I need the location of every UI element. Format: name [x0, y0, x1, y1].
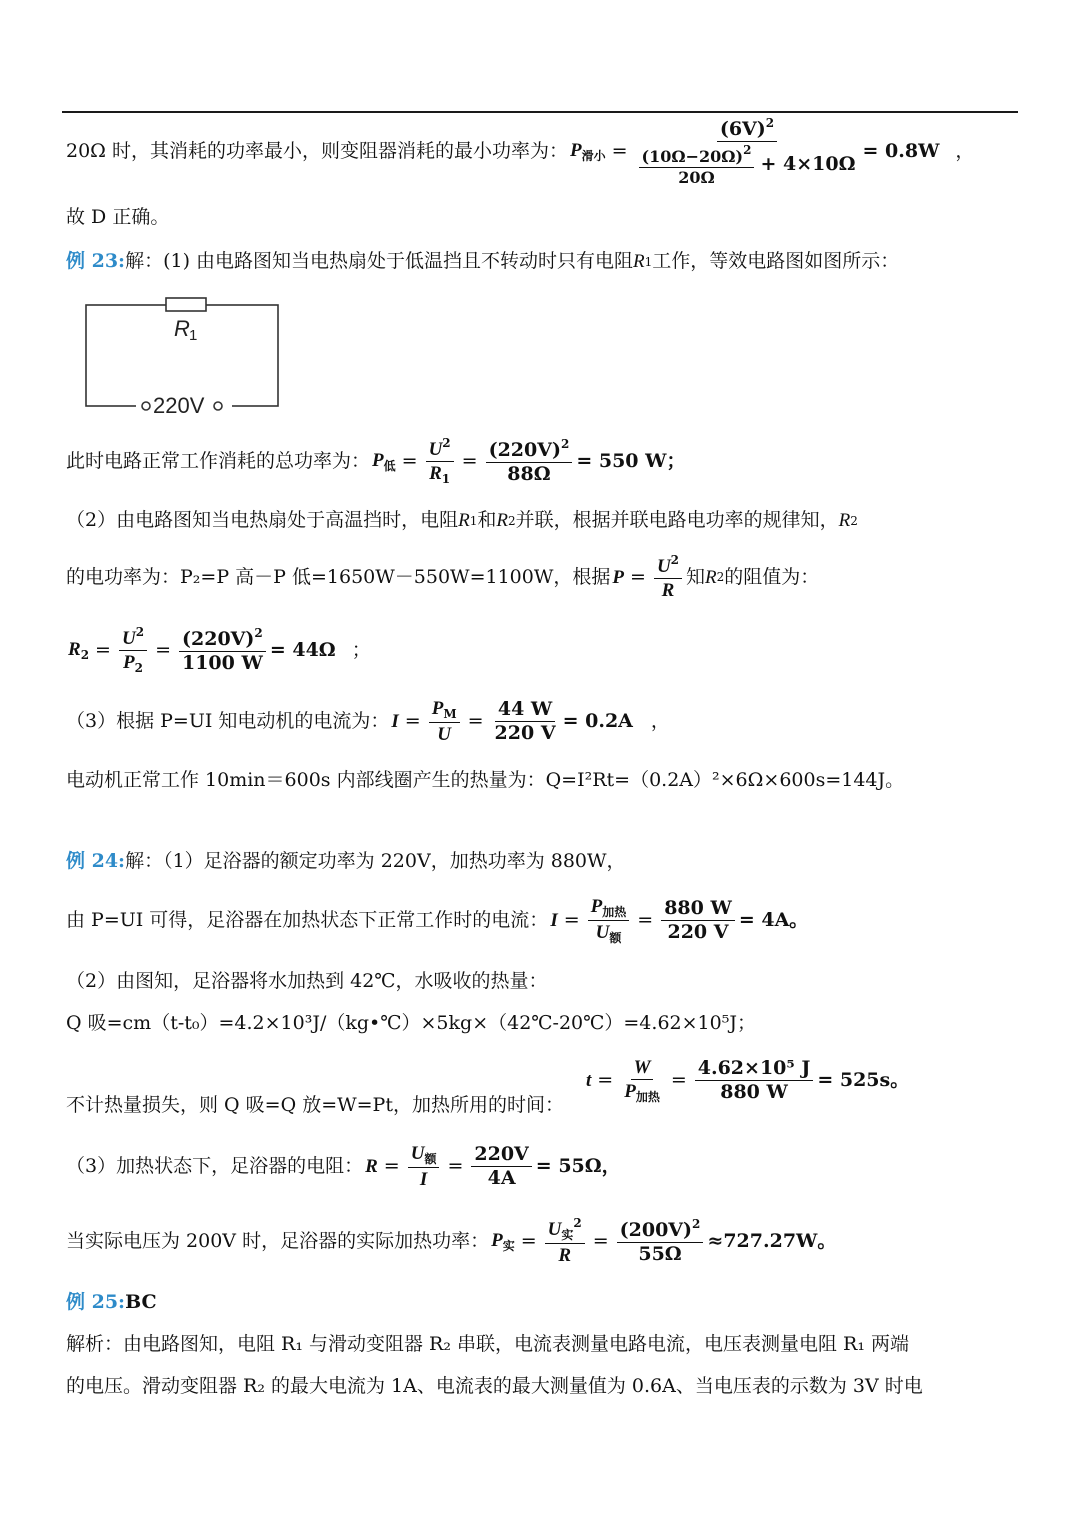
resistor-sub: 1 [189, 327, 198, 344]
ex24-part2-line3: 不计热量损失，则 Q 吸=Q 放=W=Pt，加热所用的时间： [66, 1094, 564, 1116]
conclusion-d: 故 D 正确。 [66, 206, 170, 228]
ex23-part2-line2: 的电功率为： P₂=P 高－P 低=1650W－550W=1100W ，根据 P = $\frac{U^2}{R}$ 知 R 2 的阻值为： [66, 553, 820, 601]
ex24-heat-absorbed: Q 吸=cm（t-t₀）=4.2×10³J/（kg•℃）×5kg×（42℃-20℃）=4.62×10⁵J； [66, 1012, 756, 1034]
source-label: 220V [153, 393, 205, 418]
ex24-resistance-line: （3）加热状态下，足浴器的电阻： R = $\frac{U_额}{I}$ = $\frac{220V}{4A}$ = 55Ω， [66, 1142, 621, 1190]
terminal-left [142, 402, 150, 410]
ex24-power-line: 当实际电压为 200V 时，足浴器的实际加热功率： $P_实$ = $\frac{U_实^2}{R}$ = $\frac{(200V)^2}{55\Omega}$ ≈727.27W。 [66, 1216, 837, 1266]
ex23-intro: 例 23: 解：(1) 由电路图知当电热扇处于低温挡且不转动时只有电阻 R 1 工作，等效电路图如图所示： [66, 250, 900, 272]
min-power-fraction: $(6V)^2$ $\frac{(10\Omega-20\Omega)^2}{20\Omega}$ + 4×10Ω [636, 117, 859, 186]
ex23-part3-line: （3）根据 P=UI 知电动机的电流为： I = $\frac{P_M}{U}$ = $\frac{44 W}{220 V}$ = 0.2A ， [66, 697, 670, 745]
ex23-part2-line1: （2）由电路图知当电热扇处于高温挡时，电阻 R 1 和 R 2 并联，根据并联电路电功率的规律知， R 2 [66, 509, 858, 531]
top-rule [62, 111, 1018, 113]
ex24-intro: 例 24: 解：（1）足浴器的额定功率为 220V，加热功率为 880W， [66, 850, 626, 872]
circuit-diagram [84, 296, 284, 418]
ex25-line2: 的电压。滑动变阻器 R₂ 的最大电流为 1A、电流表的最大测量值为 0.6A、当电压表的示数为 3V 时电 [66, 1375, 923, 1397]
resistor-symbol [166, 298, 206, 311]
r2-line: $R_2$ = $\frac{U^2}{P_2}$ = $\frac{(220V)^2}{1100 W}$ = 44Ω ； [68, 625, 371, 675]
terminal-right [214, 402, 222, 410]
time-formula: t = $\frac{W}{P_{加热}}$ = $\frac{\text{4.62×10⁵ J}}{880 W}$ = 525s。 [586, 1056, 910, 1104]
min-power-line: 20Ω 时，其消耗的功率最小，则变阻器消耗的最小功率为： $P_{滑小}$ = $(6V)^2$ $\frac{(10\Omega-20\Omega)^2}{20\Omega}$ + 4×10Ω = 0.8W ， [66, 115, 975, 187]
resistor-label: R [174, 316, 190, 341]
ex25-answer: 例 25: BC [66, 1291, 157, 1313]
ex24-current-line: 由 P=UI 可得，足浴器在加热状态下正常工作时的电流： I = $\frac{P_{加热}}{U_额}$ = $\frac{880 W}{220 V}$ = 4A。 [66, 895, 809, 945]
p-low-line: 此时电路正常工作消耗的总功率为： $P_低$ = $\frac{U^2}{R_1}$ = $\frac{(220V)^2}{88\Omega}$ = 550 W； [66, 436, 686, 486]
ex25-line1: 解析：由电路图知，电阻 R₁ 与滑动变阻器 R₂ 串联，电流表测量电路电流，电压表测量电阻 R₁ 两端 [66, 1333, 910, 1355]
heat-line: 电动机正常工作 10min＝600s 内部线圈产生的热量为：Q=I²Rt=（0.2A）²×6Ω×600s=144J。 [66, 769, 905, 791]
ex24-part2-line1: （2）由图知，足浴器将水加热到 42℃，水吸收的热量： [66, 970, 548, 992]
